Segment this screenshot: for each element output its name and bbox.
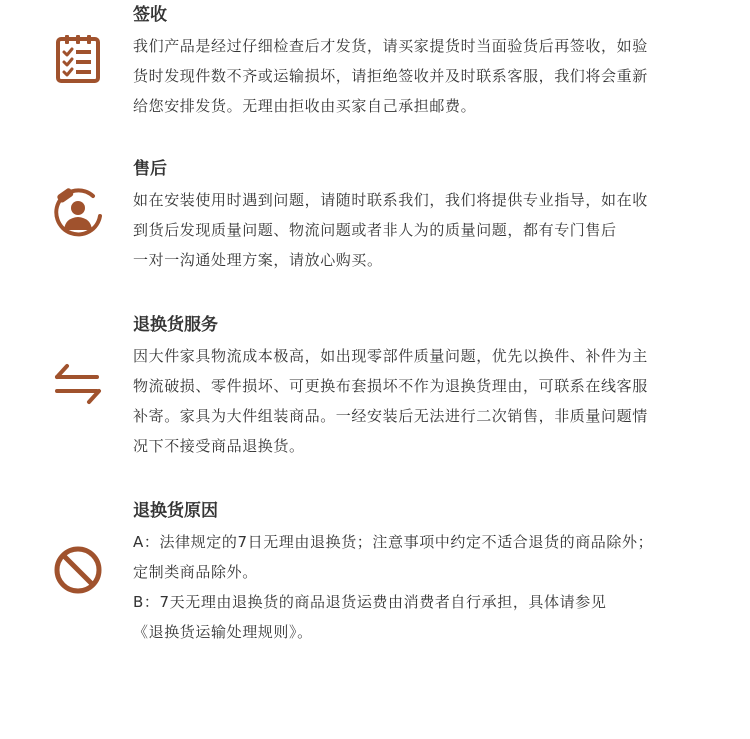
section-text-line: 定制类商品除外。 xyxy=(133,563,258,581)
section-text-line: 况下不接受商品退换货。 xyxy=(133,437,305,455)
section-title: 售后 xyxy=(133,159,167,179)
section-title: 退换货原因 xyxy=(133,501,218,521)
section-text-line: 因大件家具物流成本极高，如出现零部件质量问题，优先以换件、补件为主 xyxy=(133,347,648,365)
section-text-line: B：7天无理由退换货的商品退货运费由消费者自行承担，具体请参见 xyxy=(133,593,607,611)
section-title: 签收 xyxy=(133,5,167,25)
customer-service-icon xyxy=(53,188,103,238)
exchange-arrows-icon xyxy=(53,359,103,409)
section-text-line: 《退换货运输处理规则》。 xyxy=(133,623,313,641)
section-text-line: A：法律规定的7日无理由退换货；注意事项中约定不适合退货的商品除外； xyxy=(133,533,654,551)
section-text-line: 如在安装使用时遇到问题，请随时联系我们，我们将提供专业指导，如在收 xyxy=(133,191,648,209)
section-text-line: 货时发现件数不齐或运输损坏，请拒绝签收并及时联系客服，我们将会重新 xyxy=(133,67,648,85)
section-text-line: 一对一沟通处理方案，请放心购买。 xyxy=(133,251,383,269)
section-text-line: 补寄。家具为大件组装商品。一经安装后无法进行二次销售，非质量问题情 xyxy=(133,407,648,425)
checklist-icon xyxy=(53,34,103,84)
section-title: 退换货服务 xyxy=(133,315,218,335)
section-text-line: 物流破损、零件损坏、可更换布套损坏不作为退换货理由，可联系在线客服 xyxy=(133,377,648,395)
section-text-line: 给您安排发货。无理由拒收由买家自己承担邮费。 xyxy=(133,97,477,115)
prohibited-icon xyxy=(53,545,103,595)
section-text-line: 到货后发现质量问题、物流问题或者非人为的质量问题，都有专门售后 xyxy=(133,221,617,239)
section-text-line: 我们产品是经过仔细检查后才发货，请买家提货时当面验货后再签收，如验 xyxy=(133,37,648,55)
